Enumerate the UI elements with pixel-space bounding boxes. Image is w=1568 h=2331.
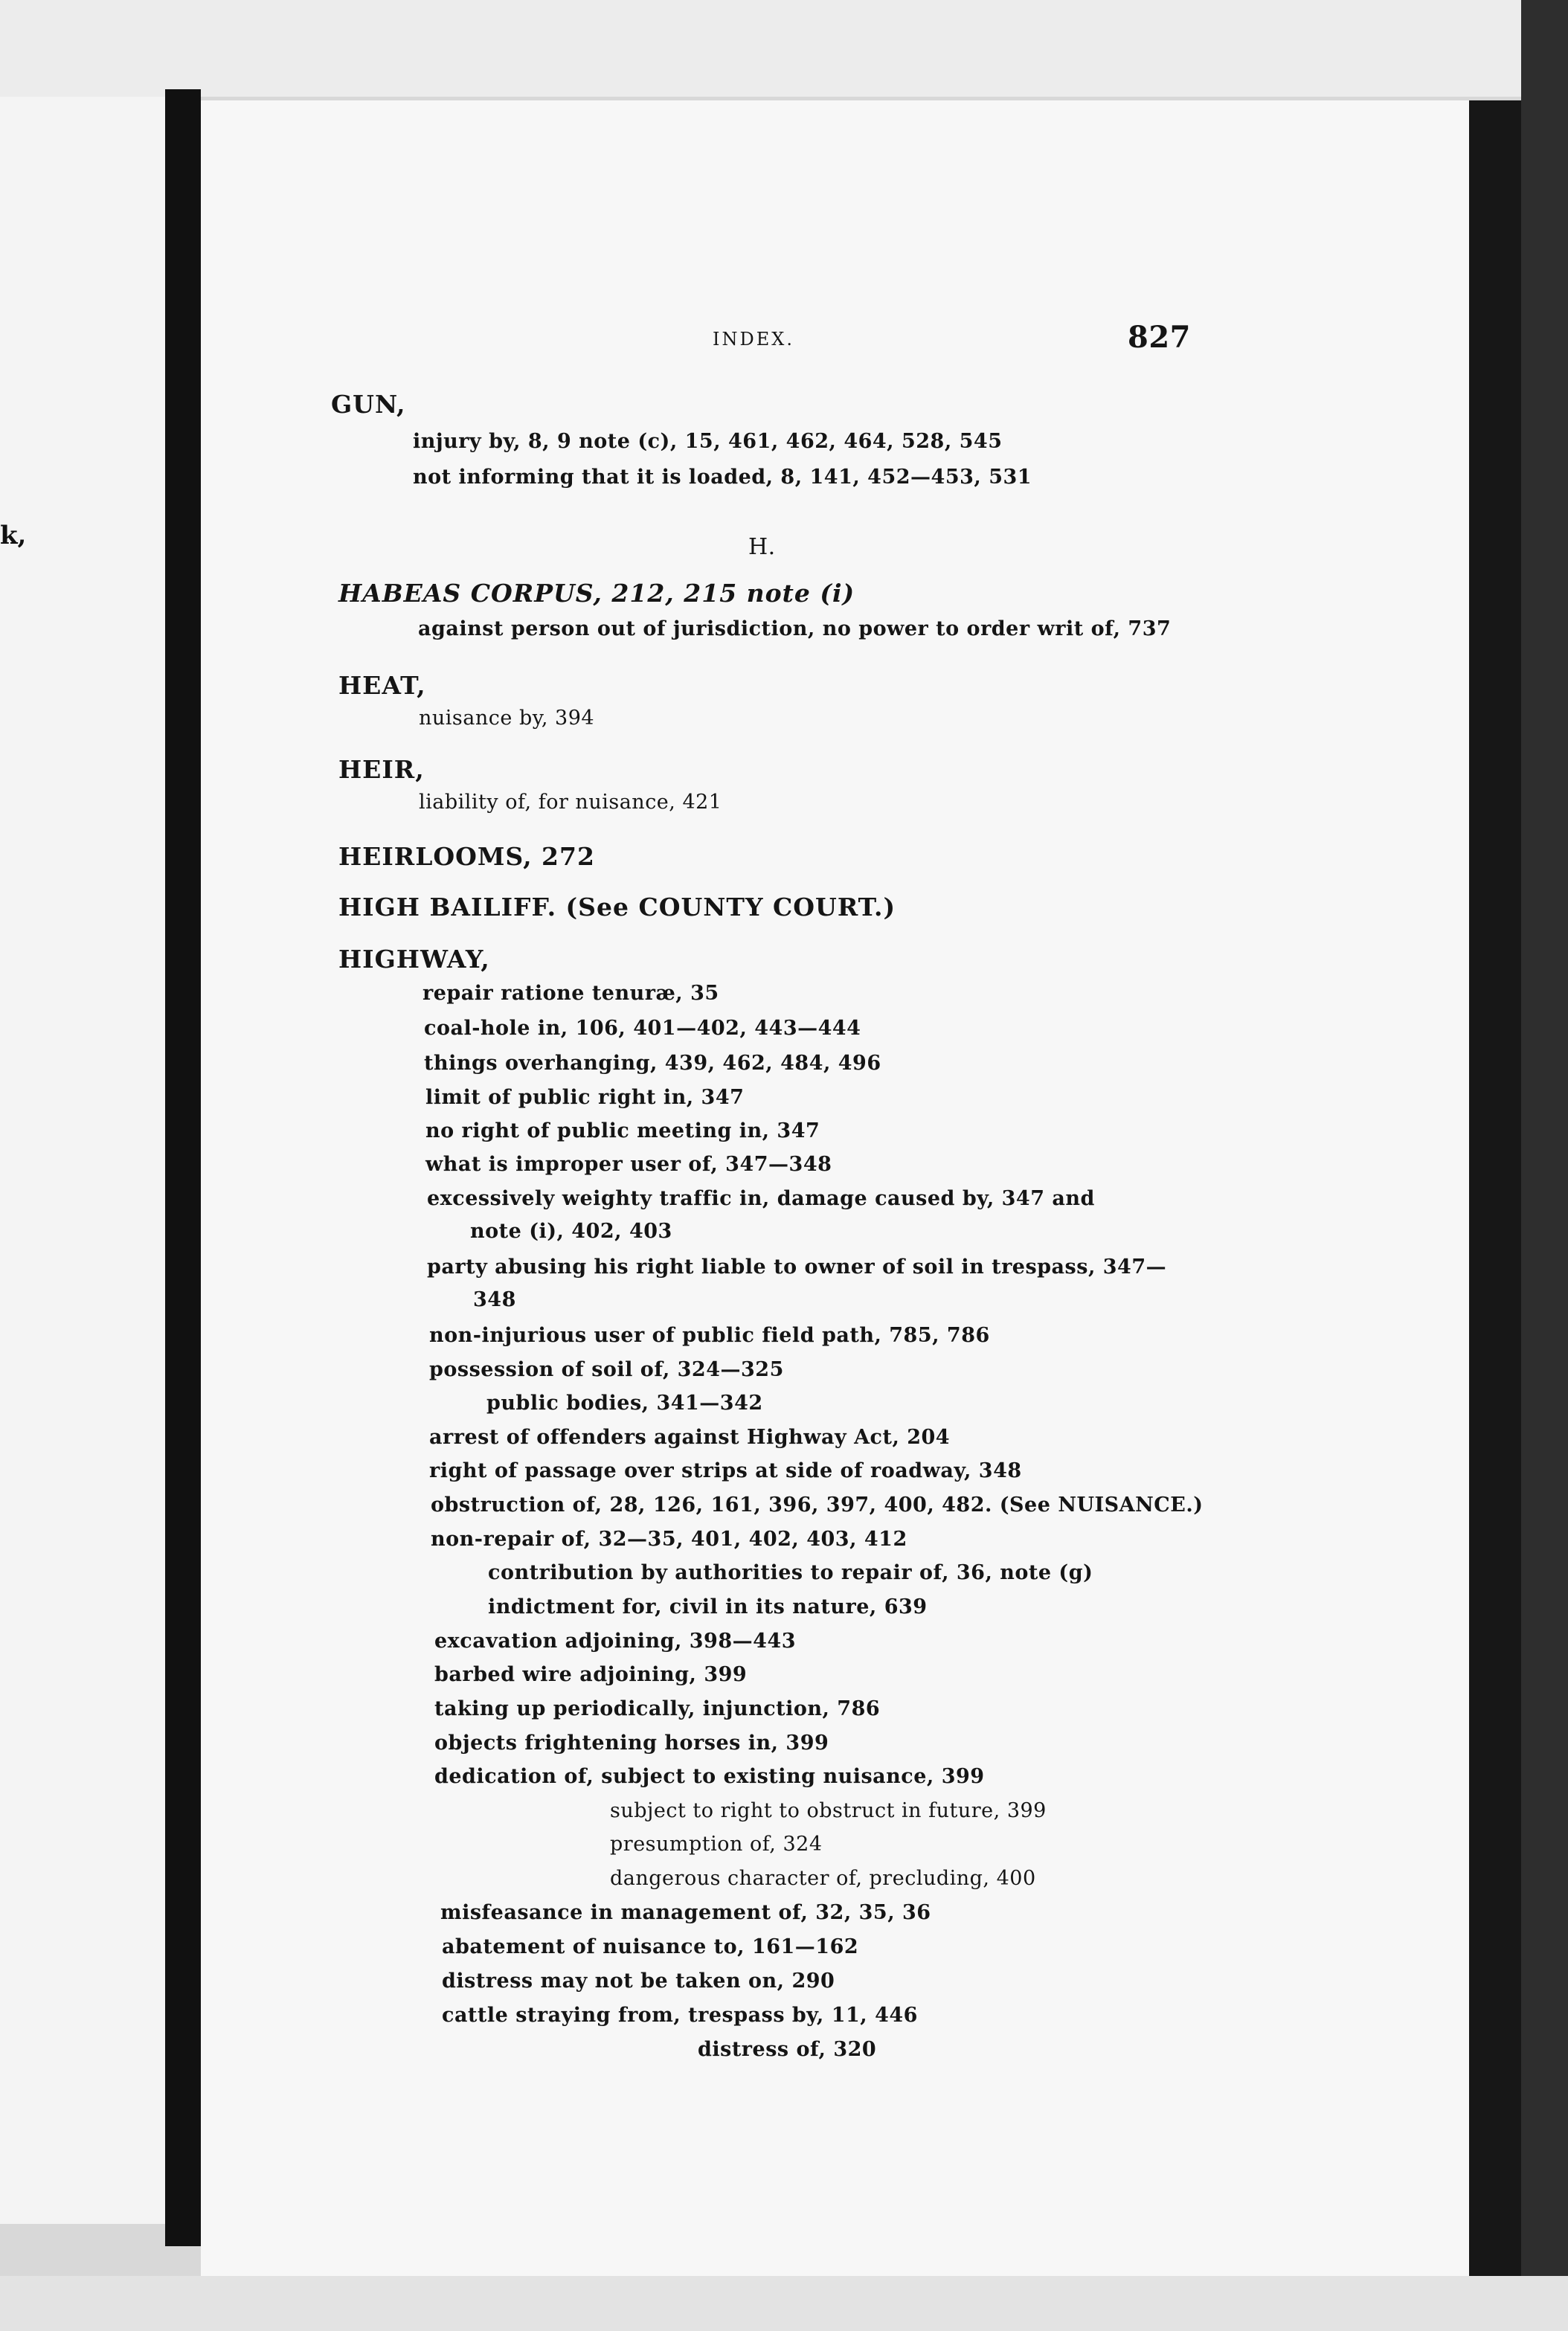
index-subentry: indictment for, civil in its nature, 639 [488, 1595, 928, 1618]
scan-top-margin [0, 0, 1568, 97]
index-subentry: non-injurious user of public field path, 785, 786 [429, 1324, 990, 1347]
index-subentry: presumption of, 324 [610, 1833, 823, 1856]
index-heading: HIGHWAY, [338, 945, 490, 974]
index-subentry: excessively weighty traffic in, damage caused by, 347 and [427, 1187, 1095, 1210]
index-subentry: liability of, for nuisance, 421 [419, 791, 722, 814]
index-subentry: dedication of, subject to existing nuisance, 399 [434, 1765, 985, 1788]
index-subentry: abatement of nuisance to, 161—162 [442, 1935, 859, 1958]
index-subentry: coal-hole in, 106, 401—402, 443—444 [424, 1017, 861, 1040]
index-heading: HEIRLOOMS, 272 [338, 842, 595, 871]
index-subentry: not informing that it is loaded, 8, 141, 452—453, 531 [413, 466, 1032, 489]
index-subentry: misfeasance in management of, 32, 35, 36 [440, 1901, 931, 1924]
index-subentry: cattle straying from, trespass by, 11, 446 [442, 2004, 918, 2027]
index-subentry: dangerous character of, precluding, 400 [610, 1867, 1036, 1890]
index-subentry: public bodies, 341—342 [486, 1392, 763, 1415]
index-subentry: non-repair of, 32—35, 401, 402, 403, 412 [431, 1528, 907, 1551]
index-subentry: injury by, 8, 9 note (c), 15, 461, 462, 464, 528, 545 [413, 430, 1003, 453]
index-subentry: nuisance by, 394 [419, 707, 595, 730]
index-subentry: distress may not be taken on, 290 [442, 1970, 835, 1993]
index-subentry: distress of, 320 [698, 2038, 877, 2061]
index-subentry: 348 [473, 1288, 516, 1311]
scan-bottom-margin [0, 2276, 1568, 2331]
index-subentry: party abusing his right liable to owner of soil in trespass, 347— [427, 1255, 1167, 1279]
left-page-fragment: k, [0, 521, 27, 550]
index-subentry: possession of soil of, 324—325 [429, 1358, 784, 1381]
index-subentry: obstruction of, 28, 126, 161, 396, 397, 400, 482. (See NUISANCE.) [431, 1494, 1204, 1517]
index-heading: HIGH BAILIFF. (See COUNTY COURT.) [338, 893, 896, 922]
scanner-border [1521, 0, 1568, 2331]
index-subentry: things overhanging, 439, 462, 484, 496 [424, 1052, 881, 1075]
page-number: 827 [1128, 320, 1191, 355]
index-subentry: arrest of offenders against Highway Act, 204 [429, 1426, 951, 1449]
left-page-edge [0, 97, 165, 2224]
index-subentry: repair ratione tenuræ, 35 [422, 982, 719, 1005]
index-heading: HABEAS CORPUS, 212, 215 note (i) [338, 579, 855, 608]
index-subentry: what is improper user of, 347—348 [425, 1153, 832, 1176]
index-subentry: against person out of jurisdiction, no power to order writ of, 737 [418, 617, 1172, 640]
index-subentry: contribution by authorities to repair of, 36, note (g) [488, 1561, 1093, 1584]
index-subentry: objects frightening horses in, 399 [434, 1732, 829, 1755]
index-subentry: excavation adjoining, 398—443 [434, 1630, 796, 1653]
index-subentry: subject to right to obstruct in future, 399 [610, 1799, 1047, 1822]
index-subentry: note (i), 402, 403 [470, 1220, 672, 1243]
index-heading: HEIR, [338, 755, 425, 784]
index-subentry: no right of public meeting in, 347 [425, 1119, 820, 1142]
index-subentry: limit of public right in, 347 [425, 1086, 745, 1109]
index-heading: HEAT, [338, 671, 426, 700]
book-gutter [165, 89, 201, 2246]
index-subentry: taking up periodically, injunction, 786 [434, 1697, 881, 1720]
index-heading: GUN, [331, 390, 406, 419]
index-subentry: right of passage over strips at side of roadway, 348 [429, 1459, 1022, 1482]
running-header: INDEX. [713, 329, 794, 350]
page-edge-shadow [1469, 100, 1521, 2276]
section-letter: H. [748, 534, 776, 560]
index-subentry: barbed wire adjoining, 399 [434, 1663, 748, 1686]
